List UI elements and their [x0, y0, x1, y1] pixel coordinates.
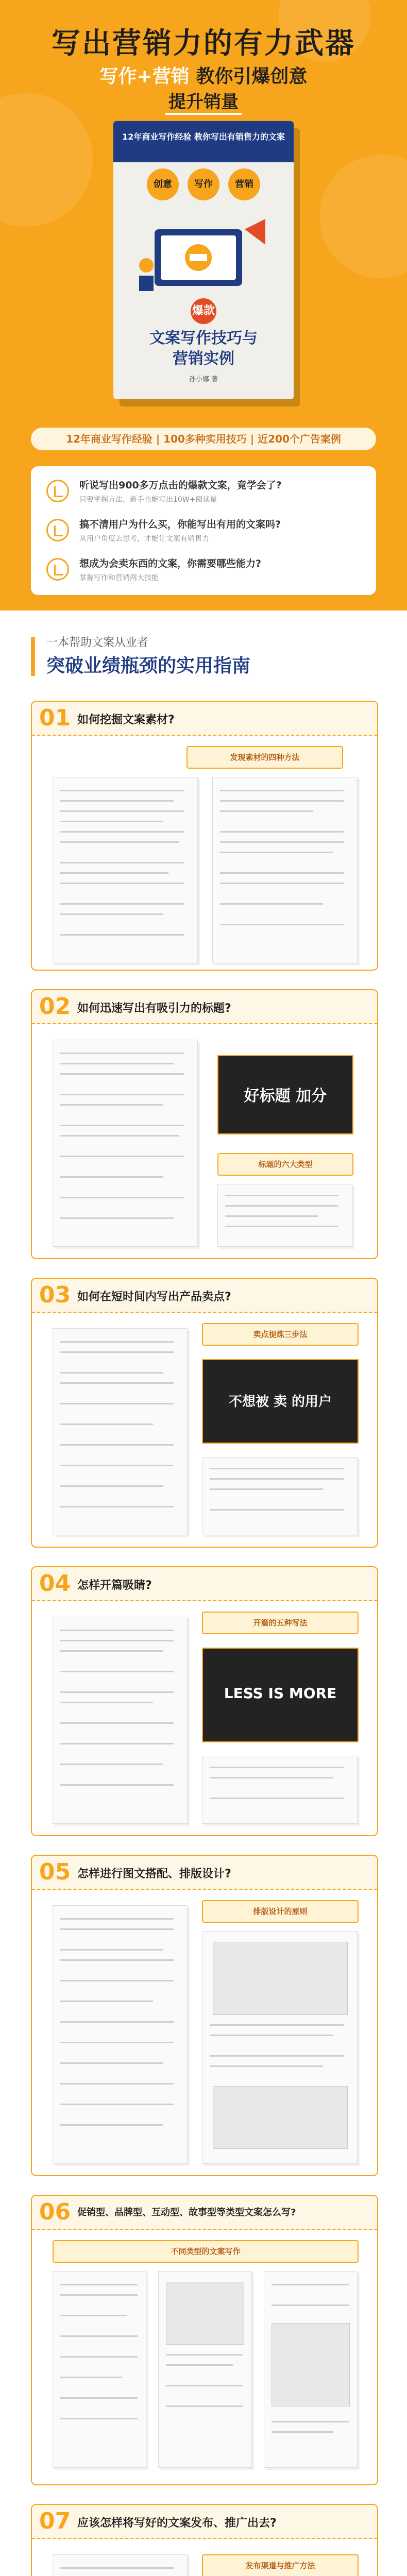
sample-page-image	[53, 1328, 188, 1535]
step-header	[32, 1279, 377, 1313]
sample-page-image	[53, 2554, 188, 2576]
check-circle-icon	[46, 558, 69, 581]
hero-banner	[0, 0, 407, 611]
step-number: 03	[39, 1282, 71, 1308]
sample-page-image	[53, 2271, 146, 2468]
sample-page-image	[217, 1184, 352, 1247]
step-callout: 发布渠道与推广方法	[202, 2554, 359, 2576]
hero-qa-card	[31, 466, 376, 595]
sample-page-image	[264, 2271, 358, 2468]
sample-page-image	[212, 777, 358, 963]
sample-page-image	[53, 1905, 188, 2164]
step-number: 01	[39, 705, 71, 731]
step-number: 07	[39, 2508, 71, 2534]
step-header	[32, 1567, 377, 1601]
step-callout: 卖点提炼三步法	[202, 1323, 359, 1346]
step-header	[32, 990, 377, 1024]
sample-page-image	[202, 1457, 358, 1535]
qa-item	[46, 556, 361, 592]
book-author: 孙小娜 著	[189, 376, 218, 383]
qa-item	[46, 517, 361, 553]
section-line-2: 突破业绩瓶颈的实用指南	[46, 655, 251, 676]
sample-page-image	[202, 1931, 358, 2164]
hero-tagbar: 12年商业写作经验 | 100多种实用技巧 | 近200个广告案例	[31, 428, 376, 450]
book-title-line-1: 文案写作技巧与	[149, 329, 258, 347]
step-card	[31, 1855, 378, 2176]
step-card	[31, 2504, 378, 2576]
step-card	[31, 1278, 378, 1548]
sample-page-image	[53, 777, 198, 963]
dark-sample-text: 好标题 加分	[244, 1087, 327, 1105]
book-strip-text: 12年商业写作经验 教你写出有销售力的文案	[122, 132, 285, 142]
sample-page-image	[158, 2271, 252, 2468]
hero-subtitle-highlight: 教你引爆创意	[196, 66, 308, 87]
qa-question: 想成为会卖东西的文案，你需要哪些能力?	[79, 558, 262, 569]
qa-item	[46, 478, 361, 514]
book-cover-strip	[113, 121, 294, 162]
qa-answer: 从用户角度去思考，才能让文案有销售力	[79, 535, 209, 543]
book-cover	[113, 121, 294, 399]
sample-page-image	[202, 1756, 358, 1824]
dark-sample-image	[202, 1359, 359, 1444]
step-title: 应该怎样将写好的文案发布、推广出去?	[77, 2517, 277, 2530]
hero-title: 写出营销力的有力武器	[52, 27, 355, 60]
check-circle-icon	[46, 480, 69, 502]
qa-question: 搞不清用户为什么买，你能写出有用的文案吗?	[79, 519, 281, 530]
hero-subtitle-2	[0, 88, 407, 115]
step-title: 促销型、品牌型、互动型、故事型等类型文案怎么写?	[77, 2207, 296, 2218]
step-header	[32, 702, 377, 736]
step-number: 02	[39, 993, 71, 1020]
step-callout: 排版设计的原则	[202, 1900, 359, 1923]
hero-subtitle	[0, 62, 407, 88]
sample-page-image	[53, 1617, 188, 1824]
step-card	[31, 989, 378, 1259]
book-badge: 爆款	[191, 298, 216, 324]
sample-page-image	[53, 1040, 198, 1247]
step-card	[31, 2195, 378, 2485]
step-header	[32, 1856, 377, 1890]
book-illustration	[134, 209, 273, 296]
dark-sample-text: 不想被 卖 的用户	[228, 1394, 332, 1410]
step-card	[31, 701, 378, 971]
step-number: 04	[39, 1570, 71, 1597]
step-callout: 标题的六大类型	[217, 1153, 353, 1176]
step-callout: 不同类型的文案写作	[53, 2240, 359, 2263]
step-title: 如何在短时间内写出产品卖点?	[77, 1291, 231, 1303]
dark-sample-image	[202, 1648, 359, 1742]
book-chip: 写作	[188, 168, 219, 200]
book-title-line-2: 营销实例	[173, 350, 234, 368]
step-card	[31, 1566, 378, 1836]
step-header	[32, 2196, 377, 2230]
step-callout: 发现素材的四种方法	[186, 746, 343, 769]
step-title: 怎样开篇吸睛?	[77, 1579, 152, 1592]
qa-answer: 只要掌握方法，新手也能写出10W+阅读量	[79, 496, 217, 504]
dark-sample-image	[217, 1055, 353, 1134]
step-callout: 开篇的五种写法	[202, 1612, 359, 1634]
section-line-1: 一本帮助文案从业者	[46, 636, 149, 649]
book-chip: 营销	[228, 168, 260, 200]
dark-sample-text: LESS IS MORE	[224, 1685, 337, 1702]
step-number: 05	[39, 1859, 71, 1885]
check-circle-icon	[46, 519, 69, 541]
step-title: 如何迅速写出有吸引力的标题?	[77, 1002, 231, 1015]
step-number: 06	[39, 2199, 71, 2225]
step-title: 怎样进行图文搭配、排版设计?	[77, 1868, 231, 1880]
step-title: 如何挖掘文案素材?	[77, 714, 175, 726]
qa-answer: 掌握写作和营销两大技能	[79, 574, 159, 582]
book-chip: 创意	[147, 168, 179, 200]
section-header	[31, 634, 376, 680]
hero-subtitle-2-text: 提升销量	[165, 88, 242, 115]
hero-subtitle-prefix: 写作+营销	[99, 66, 190, 87]
book-chips	[113, 168, 294, 200]
step-header	[32, 2505, 377, 2539]
section-accent-bar	[31, 637, 35, 676]
book-title	[113, 328, 294, 369]
qa-question: 听说写出900多万点击的爆款文案，竟学会了?	[79, 480, 282, 491]
